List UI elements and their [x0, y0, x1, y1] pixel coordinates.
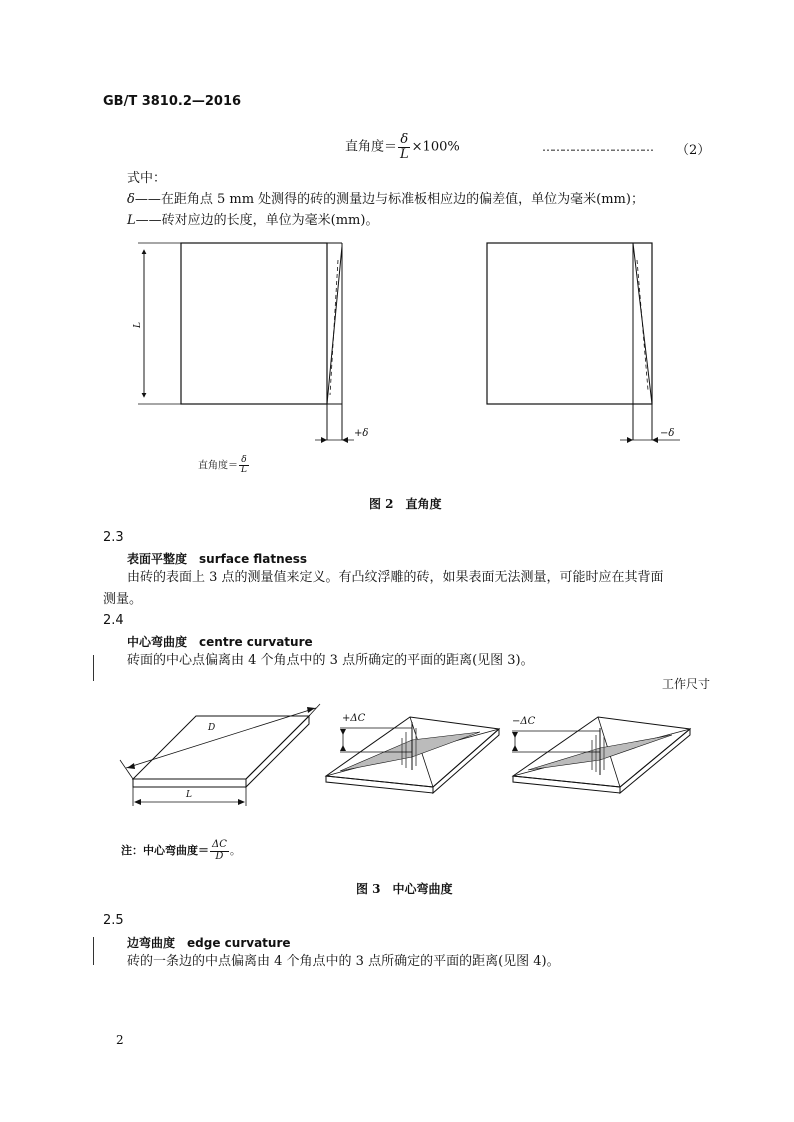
- figure-3-note-fraction: [210, 840, 229, 862]
- figure-2-caption: 图 2 直角度: [369, 497, 442, 511]
- formula-lhs: 直角度＝: [345, 139, 398, 155]
- figure-2-note-den: L: [241, 465, 247, 476]
- figure-2-label-minus-delta: −δ: [660, 428, 675, 439]
- standard-code: GB/T 3810.2—2016: [103, 94, 242, 109]
- delta-description: ——在距角点 5 mm 处测得的砖的测量边与标准板相应边的偏差值，单位为毫米(mm)；: [134, 192, 644, 207]
- figure-2-note-lhs: 直角度＝: [198, 460, 238, 472]
- section-2-5-term: [127, 934, 291, 951]
- L-description: ——砖对应边的长度，单位为毫米(mm)。: [135, 213, 379, 228]
- formula-numerator: δ: [400, 132, 409, 147]
- figure-3-label-plus-dC: +ΔC: [342, 713, 366, 724]
- section-2-4-term-en: centre curvature: [199, 635, 313, 649]
- figure-3-note-prefix: 注：中心弯曲度＝: [121, 844, 209, 857]
- section-2-4-term-cn: 中心弯曲度: [127, 635, 188, 649]
- section-2-3-def-line1: 由砖的表面上 3 点的测量值来定义。有凸纹浮雕的砖，如果表面无法测量，可能时应在其背面: [127, 570, 664, 585]
- figure-2-note-num: δ: [241, 455, 247, 465]
- figure-3-label-L: L: [186, 790, 192, 800]
- figure-3-note-num: ΔC: [212, 839, 227, 850]
- delta-symbol: δ: [127, 192, 135, 207]
- change-bar-2: [93, 937, 94, 965]
- figure-2-left-tile: [138, 243, 354, 443]
- section-2-5-term-en: edge curvature: [187, 936, 291, 950]
- figure-3-label-D: D: [208, 723, 216, 733]
- figure-3-label-minus-dC: −ΔC: [512, 716, 536, 727]
- section-2-5-number: 2.5: [103, 913, 124, 928]
- page-number: 2: [116, 1033, 124, 1047]
- formula-number: （2）: [676, 143, 711, 158]
- formula-rhs: ×100%: [411, 139, 460, 155]
- formula-denominator: L: [400, 146, 409, 162]
- figure-3-flat-tile: [120, 704, 320, 806]
- figure-3-caption: 图 3 中心弯曲度: [356, 882, 453, 896]
- section-2-3-def-line2: 测量。: [103, 592, 143, 607]
- section-2-3-term-en: surface flatness: [199, 552, 308, 566]
- section-2-5-def: 砖的一条边的中点偏离由 4 个角点中的 3 点所确定的平面的距离(见图 4)。: [127, 954, 560, 969]
- where-intro: 式中：: [127, 171, 167, 186]
- section-2-3-term-cn: 表面平整度: [127, 552, 188, 566]
- figure-2-note-fraction: [239, 456, 249, 476]
- figure-3-note-den: D: [215, 850, 224, 862]
- section-2-4-def: 砖面的中心点偏离由 4 个角点中的 3 点所确定的平面的距离(见图 3)。: [127, 653, 534, 668]
- change-bar: [93, 655, 94, 681]
- figure-2-label-plus-delta: +δ: [354, 428, 369, 439]
- figure-2-note: [198, 456, 250, 476]
- figure-2-label-L: L: [132, 322, 143, 328]
- formula-leader-dots: ……………………………: [542, 140, 652, 154]
- figure-3-note: [121, 840, 241, 862]
- figure-2-right-tile: [487, 243, 680, 443]
- section-2-3-number: 2.3: [103, 530, 124, 545]
- figure-3-note-suffix: 。: [229, 844, 241, 857]
- work-size-label: 工作尺寸: [662, 677, 711, 691]
- figure-3-concave-tile: [512, 717, 690, 793]
- figure-3-convex-tile: [326, 717, 499, 793]
- section-2-5-term-cn: 边弯曲度: [127, 936, 176, 950]
- section-2-3-term: [127, 550, 307, 567]
- section-2-4-term: [127, 633, 313, 650]
- L-symbol: L: [127, 213, 136, 228]
- section-2-4-number: 2.4: [103, 613, 124, 628]
